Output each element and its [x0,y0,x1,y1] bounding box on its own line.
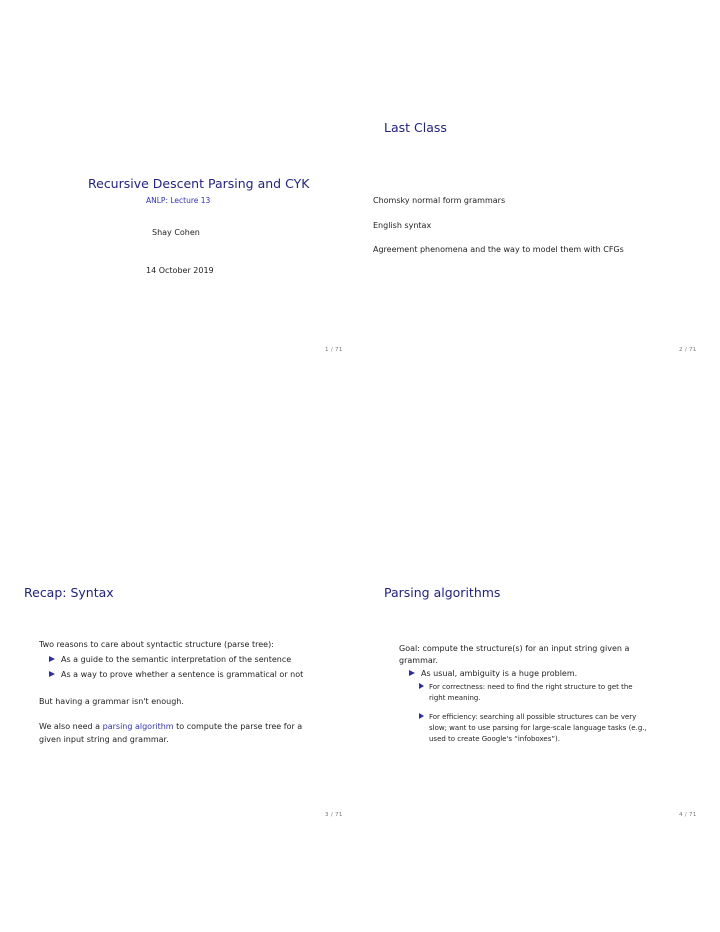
lecture-subtitle: ANLP: Lecture 13 [146,196,211,205]
bullet-triangle-icon [409,670,415,676]
bullet-triangle-icon [49,656,55,662]
slide-3 [0,585,360,818]
frame-title: Parsing algorithms [384,585,501,600]
page-number: 2 / 71 [679,347,697,353]
frame-title: Last Class [384,120,447,135]
intro-text: Two reasons to care about syntactic structure (parse tree): [39,640,274,649]
paragraph: We also need a parsing algorithm to compute the parse tree for a [39,722,303,731]
list-item: Chomsky normal form grammars [373,196,506,205]
slide-2 [360,120,720,353]
lecture-title: Recursive Descent Parsing and CYK [88,176,310,191]
goal-text: grammar. [399,656,438,665]
date: 14 October 2019 [146,266,214,275]
sub-bullet-text: used to create Google's “infoboxes”). [429,735,560,743]
sub-bullet-item: For efficiency: searching all possible structures can be very [419,712,636,722]
list-item: Agreement phenomena and the way to model them with CFGs [373,245,624,254]
frame-title: Recap: Syntax [24,585,114,600]
bullet-item: As a way to prove whether a sentence is grammatical or not [49,669,303,680]
sub-bullet-item: For correctness: need to find the right structure to get the [419,682,633,692]
bullet-item: As a guide to the semantic interpretation of the sentence [49,654,291,665]
bullet-triangle-icon [49,671,55,677]
sub-bullet-text: right meaning. [429,694,481,702]
page-number: 3 / 71 [325,812,343,818]
bullet-item: As usual, ambiguity is a huge problem. [409,668,577,679]
slide-4 [360,585,720,818]
page-number: 1 / 71 [325,347,343,353]
bullet-triangle-icon [419,683,424,689]
slide-1 [0,120,360,353]
highlight-term: parsing algorithm [102,722,174,731]
goal-text: Goal: compute the structure(s) for an input string given a [399,644,630,653]
list-item: English syntax [373,221,432,230]
bullet-triangle-icon [419,713,424,719]
author: Shay Cohen [152,228,200,237]
sub-bullet-text: slow; want to use parsing for large-scale language tasks (e.g., [429,724,647,732]
page-number: 4 / 71 [679,812,697,818]
paragraph: given input string and grammar. [39,735,169,744]
paragraph: But having a grammar isn't enough. [39,697,184,706]
